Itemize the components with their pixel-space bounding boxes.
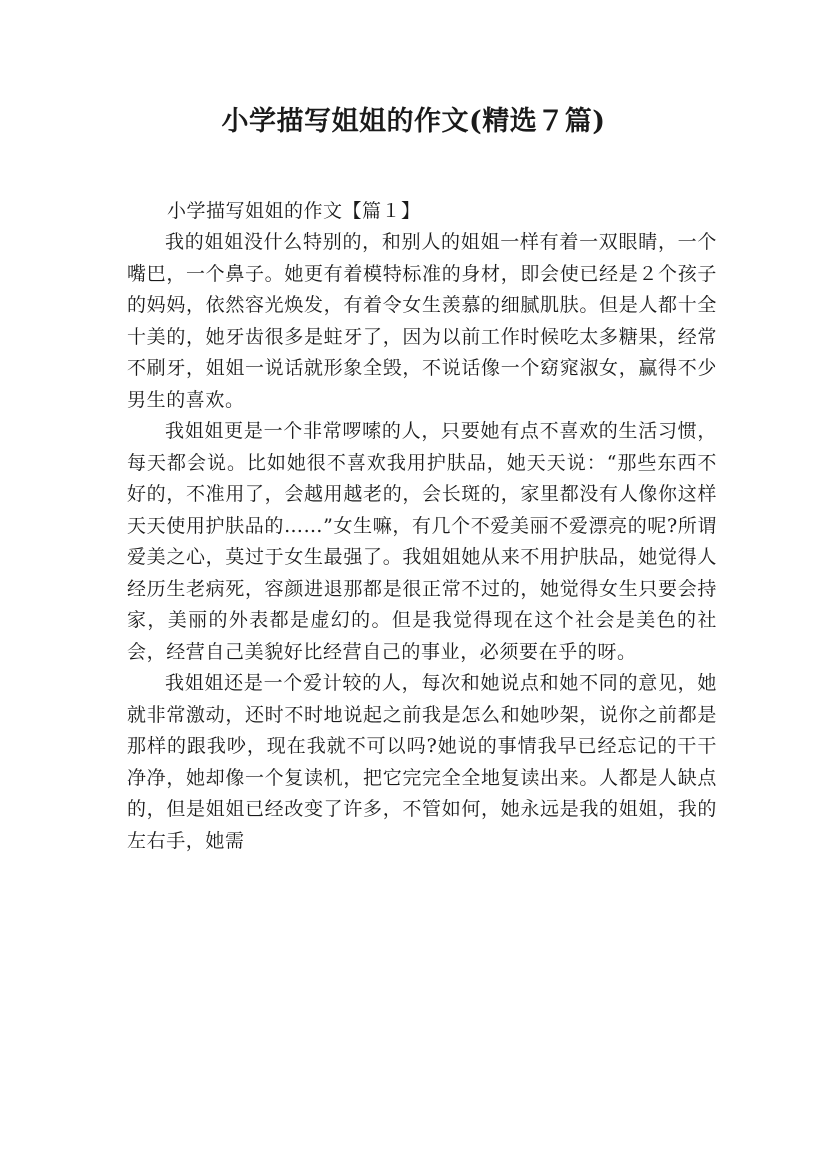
- document-title: 小学描写姐姐的作文(精选７篇): [221, 106, 606, 137]
- paragraph-1: 我的姐姐没什么特别的，和别人的姐姐一样有着一双眼睛，一个嘴巴，一个鼻子。她更有着模特标准的身材，即会使已经是２个孩子的妈妈，依然容光焕发，有着令女生羡慕的细腻肌肤。但是人都十全十美的，她牙齿很多是蛀牙了，因为以前工作时候吃太多糖果，经常不刷牙，姐姐一说话就形象全毁，不说话像一个窈窕淑女，赢得不少男生的喜欢。: [127, 231, 717, 411]
- paragraph-2: 我姐姐更是一个非常啰嗦的人，只要她有点不喜欢的生活习惯，每天都会说。比如她很不喜欢我用护肤品，她天天说：“那些东西不好的，不准用了，会越用越老的，会长斑的，家里都没有人像你这样天天使用护肤品的……”女生嘛，有几个不爱美丽不爱漂亮的呢?所谓爱美之心，莫过于女生最强了。我姐姐她从来不用护肤品，她觉得人经历生老病死，容颜进退那都是很正常不过的，她觉得女生只要会持家，美丽的外表都是虚幻的。但是我觉得现在这个社会是美色的社会，经营自己美貌好比经营自己的事业，必须要在乎的呀。: [127, 420, 717, 663]
- section-heading: 小学描写姐姐的作文【篇１】: [167, 200, 421, 222]
- document-body: [127, 196, 717, 857]
- paragraph-3: 我姐姐还是一个爱计较的人，每次和她说点和她不同的意见，她就非常激动，还时不时地说起之前我是怎么和她吵架，说你之前都是那样的跟我吵，现在我就不可以吗?她说的事情我早已经忘记的干干净净，她却像一个复读机，把它完完全全地复读出来。人都是人缺点的，但是姐姐已经改变了许多，不管如何，她永远是我的姐姐，我的左右手，她需: [127, 672, 717, 852]
